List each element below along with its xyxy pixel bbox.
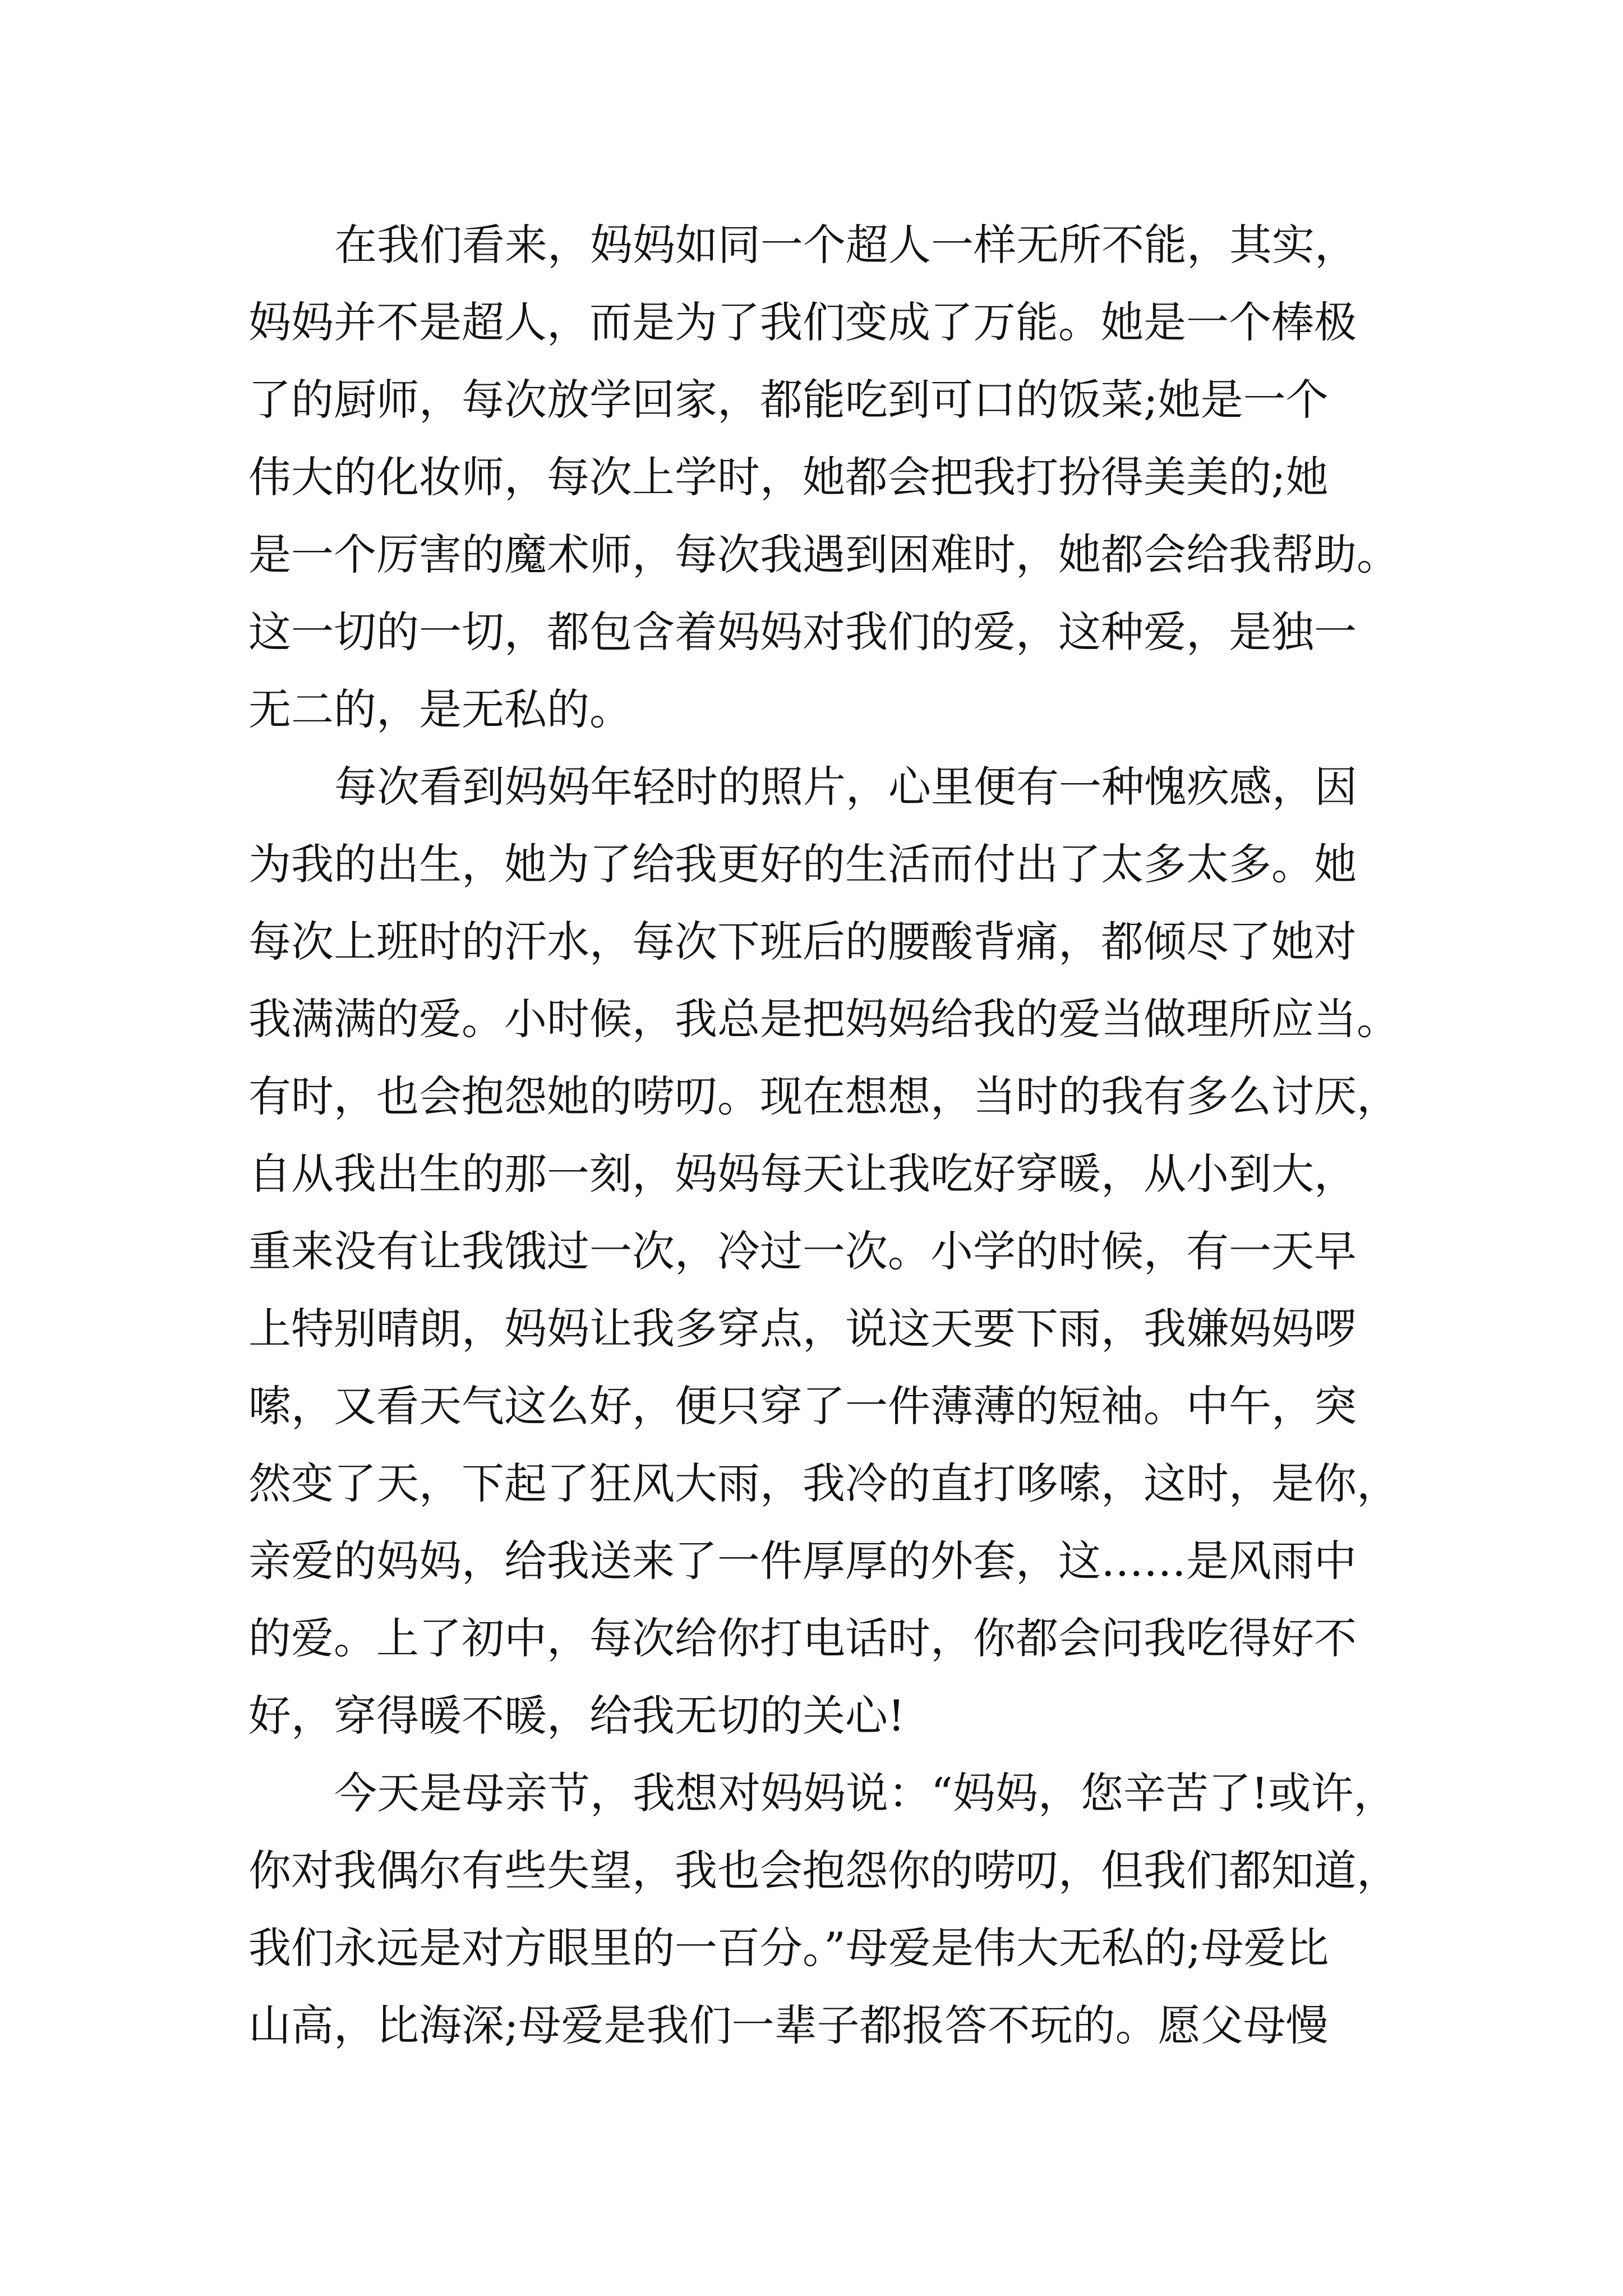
text-line: 重来没有让我饿过一次，冷过一次。小学的时候，有一天早 [248,1226,1357,1276]
text-line: 山高，比海深;母爱是我们一辈子都报答不玩的。愿父母慢 [248,2000,1329,2050]
text-line: 了的厨师，每次放学回家，都能吃到可口的饭菜;她是一个 [248,375,1329,425]
text-line: 妈妈并不是超人，而是为了我们变成了万能。她是一个棒极 [248,297,1357,347]
text-line: 你对我偶尔有些失望，我也会抱怨你的唠叨，但我们都知道， [248,1846,1399,1895]
text-line: 有时，也会抱怨她的唠叨。现在想想，当时的我有多么讨厌， [248,1071,1399,1121]
text-line: 自从我出生的那一刻，妈妈每天让我吃好穿暖，从小到大， [248,1149,1357,1199]
text-line: 我们永远是对方眼里的一百分。”母爱是伟大无私的;母爱比 [248,1923,1329,1973]
text-line: 这一切的一切，都包含着妈妈对我们的爱，这种爱，是独一 [248,607,1357,657]
text-line: 无二的，是无私的。 [248,684,632,734]
text-line: 伟大的化妆师，每次上学时，她都会把我打扮得美美的;她 [248,452,1329,502]
text-line: 然变了天，下起了狂风大雨，我冷的直打哆嗦，这时，是你， [248,1458,1399,1508]
text-line: 每次上班时的汗水，每次下班后的腰酸背痛，都倾尽了她对 [248,917,1357,967]
text-line: 的爱。上了初中，每次给你打电话时，你都会问我吃得好不 [248,1613,1357,1663]
text-line: 今天是母亲节，我想对妈妈说：“妈妈，您辛苦了!或许， [334,1768,1396,1818]
text-line: 是一个厉害的魔术师，每次我遇到困难时，她都会给我帮助。 [248,530,1399,579]
text-line: 在我们看来，妈妈如同一个超人一样无所不能，其实， [334,220,1357,270]
text-line: 每次看到妈妈年轻时的照片，心里便有一种愧疚感，因 [334,762,1357,812]
text-line: 亲爱的妈妈，给我送来了一件厚厚的外套，这……是风雨中 [248,1536,1357,1586]
text-line: 嗦，又看天气这么好，便只穿了一件薄薄的短袖。中午，突 [248,1381,1357,1431]
text-line: 上特别晴朗，妈妈让我多穿点，说这天要下雨，我嫌妈妈啰 [248,1304,1357,1354]
text-line: 为我的出生，她为了给我更好的生活而付出了太多太多。她 [248,839,1357,889]
text-line: 好，穿得暖不暖，给我无切的关心! [248,1691,905,1741]
text-line: 我满满的爱。小时候，我总是把妈妈给我的爱当做理所应当。 [248,994,1399,1044]
